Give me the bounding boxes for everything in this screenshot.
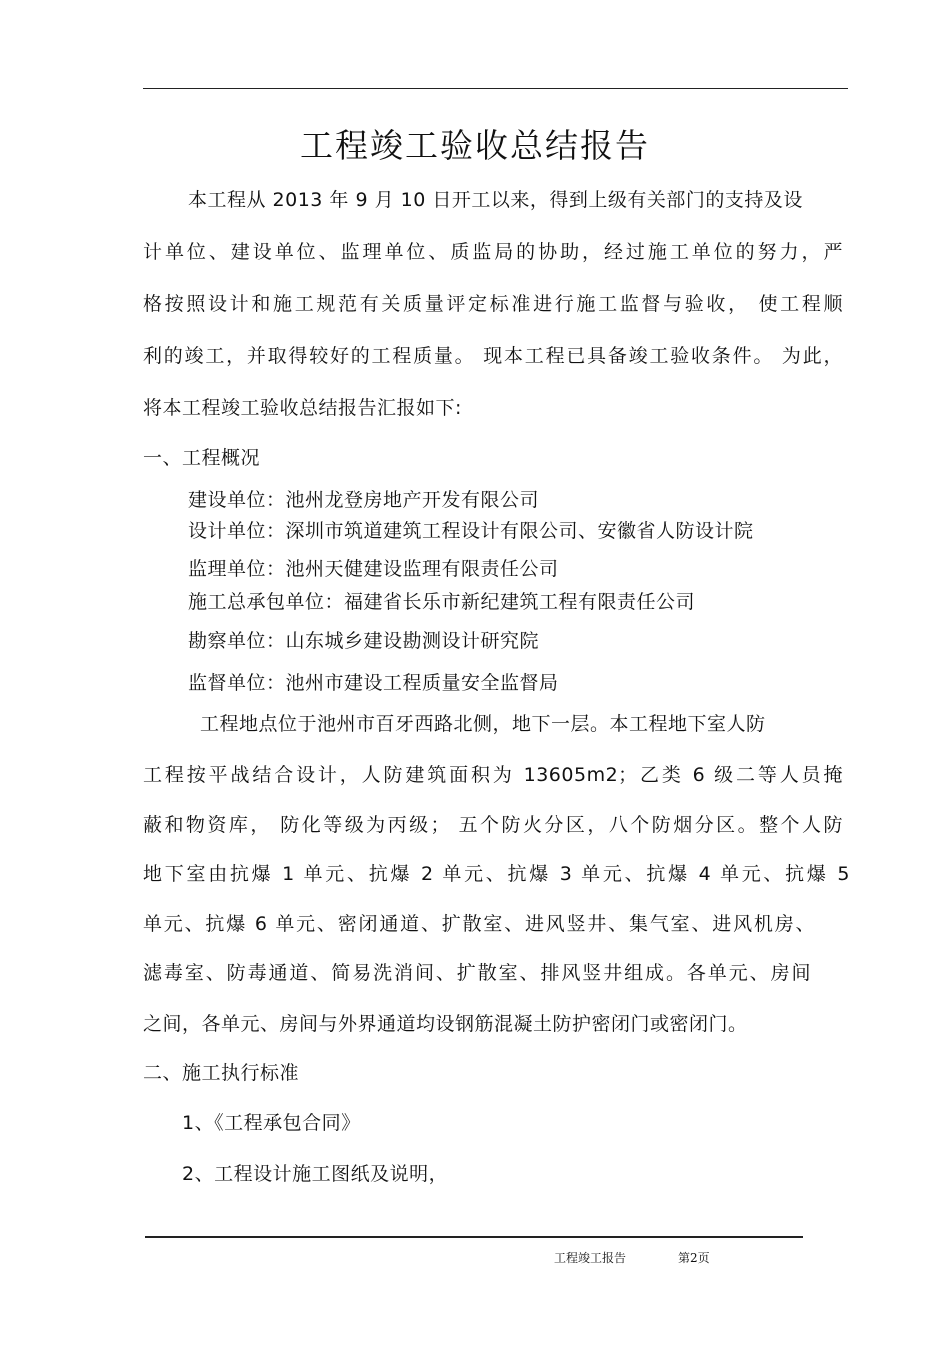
overview-line: 工程按平战结合设计，人防建筑面积为 13605m2；乙类 6 级二等人员掩 [143,764,843,786]
section-heading-overview: 一、工程概况 [143,447,261,469]
overview-line: 地下室由抗爆 1 单元、抗爆 2 单元、抗爆 3 单元、抗爆 4 单元、抗爆 5 [143,863,850,885]
footer-doc-name: 工程竣工报告 [554,1251,627,1265]
unit-survey: 勘察单位：山东城乡建设勘测设计研究院 [188,630,540,652]
unit-oversight: 监督单位：池州市建设工程质量安全监督局 [188,672,559,694]
section-heading-standards: 二、施工执行标准 [143,1062,300,1084]
unit-design: 设计单位：深圳市筑道建筑工程设计有限公司、安徽省人防设计院 [188,520,754,542]
intro-line: 利的竣工，并取得较好的工程质量。 现本工程已具备竣工验收条件。 为此， [143,345,843,367]
intro-line: 将本工程竣工验收总结报告汇报如下: [143,397,462,419]
intro-line: 本工程从 2013 年 9 月 10 日开工以来，得到上级有关部门的支持及设 [188,189,803,211]
footer-rule [145,1236,803,1238]
header-rule [143,88,848,89]
overview-line: 之间，各单元、房间与外界通道均设钢筋混凝土防护密闭门或密闭门。 [143,1013,748,1035]
unit-general-contractor: 施工总承包单位：福建省长乐市新纪建筑工程有限责任公司 [188,591,696,613]
standard-item: 2、工程设计施工图纸及说明， [182,1163,449,1185]
overview-line: 蔽和物资库， 防化等级为丙级； 五个防火分区，八个防烟分区。整个人防 [143,814,843,836]
document-title: 工程竣工验收总结报告 [300,126,650,165]
unit-construction: 建设单位：池州龙登房地产开发有限公司 [188,489,540,511]
overview-line: 单元、抗爆 6 单元、密闭通道、扩散室、进风竖井、集气室、进风机房、 [143,913,815,935]
standard-item: 1、《工程承包合同》 [182,1112,361,1134]
overview-line: 工程地点位于池州市百牙西路北侧，地下一层。本工程地下室人防 [200,713,766,735]
intro-line: 计单位、建设单位、监理单位、质监局的协助，经过施工单位的努力，严 [143,241,843,263]
overview-line: 滤毒室、防毒通道、简易洗消间、扩散室、排风竖井组成。各单元、房间 [143,962,811,984]
intro-line: 格按照设计和施工规范有关质量评定标准进行施工监督与验收， 使工程顺 [143,293,843,315]
footer-page-number: 第2页 [678,1251,710,1265]
unit-supervision: 监理单位：池州天健建设监理有限责任公司 [188,558,559,580]
